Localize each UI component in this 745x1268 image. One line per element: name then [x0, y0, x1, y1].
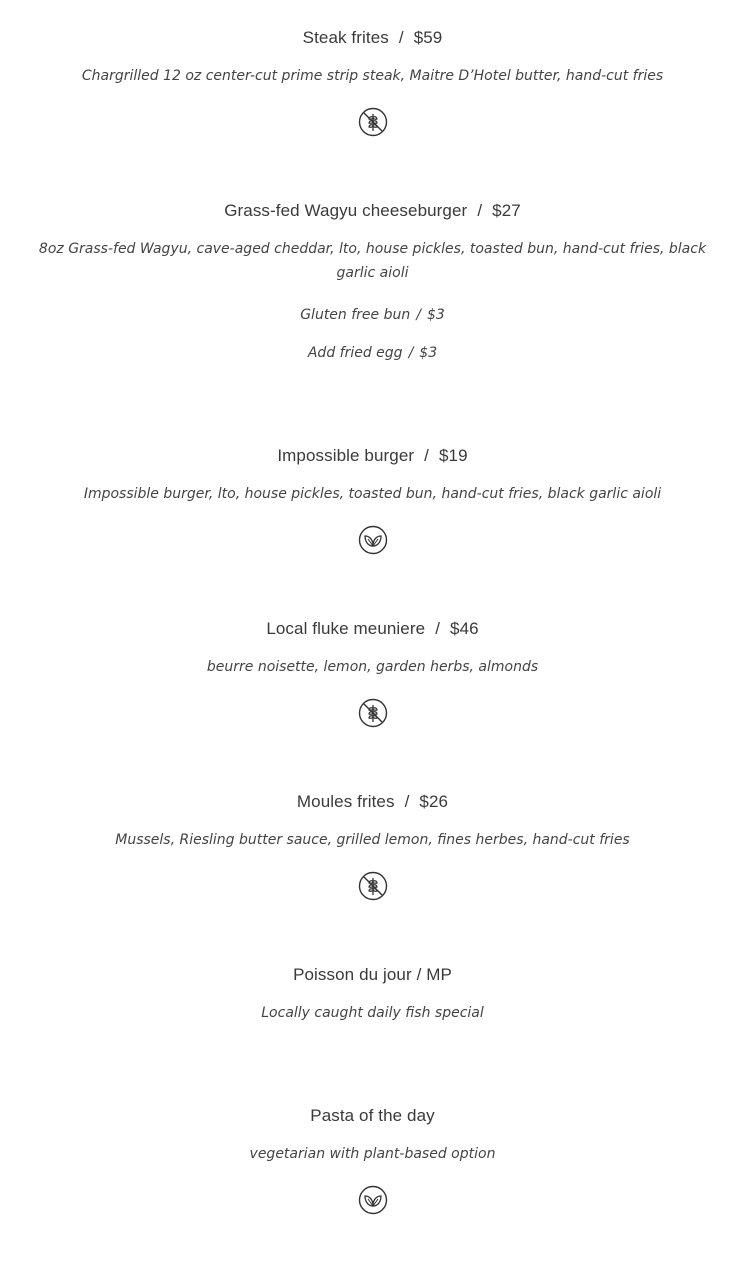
dish-description: Locally caught daily fish special	[261, 1005, 484, 1021]
vegan-icon	[358, 1185, 388, 1215]
addon-separator: /	[408, 345, 414, 361]
addon-label: Gluten free bun	[300, 307, 411, 323]
price-separator: /	[424, 446, 429, 465]
dish-title	[0, 445, 745, 467]
dish-name: Grass-fed Wagyu cheeseburger	[224, 201, 468, 220]
menu-item-poisson-du-jour	[0, 964, 745, 1025]
dish-name: Impossible burger	[277, 446, 415, 465]
dish-name: Moules frites	[296, 792, 395, 811]
dish-description: beurre noisette, lemon, garden herbs, almonds	[206, 659, 539, 675]
dish-price: $27	[492, 201, 521, 220]
gluten-free-icon	[358, 107, 388, 137]
menu-item-wagyu-cheeseburger	[0, 200, 745, 363]
dish-name: Poisson du jour / MP	[293, 965, 452, 984]
menu-item-impossible-burger	[0, 445, 745, 555]
addon-price: $3	[419, 345, 438, 361]
dish-title	[0, 791, 745, 813]
dish-name: Steak frites	[302, 28, 389, 47]
gluten-free-icon	[358, 871, 388, 901]
dish-title	[0, 200, 745, 222]
dish-description: 8oz Grass-fed Wagyu, cave-aged cheddar, lto, house pickles, toasted bun, hand-cut fries, black garlic aioli	[38, 241, 707, 281]
price-separator: /	[398, 28, 404, 47]
price-separator: /	[404, 792, 410, 811]
dish-price: $59	[413, 28, 443, 47]
dish-description: Chargrilled 12 oz center-cut prime strip steak, Maitre D’Hotel butter, hand-cut fries	[81, 68, 664, 84]
dish-description: vegetarian with plant-based option	[249, 1146, 496, 1162]
price-separator: /	[435, 619, 441, 638]
dish-name: Local fluke meuniere	[266, 619, 426, 638]
price-separator: /	[477, 201, 483, 220]
addon-label: Add fried egg	[307, 345, 403, 361]
dish-title	[0, 618, 745, 640]
menu-item-moules-frites	[0, 791, 745, 901]
addon-gluten-free-bun	[0, 305, 745, 325]
addon-fried-egg	[0, 343, 745, 363]
addon-separator: /	[416, 307, 421, 323]
menu-item-pasta-of-the-day	[0, 1105, 745, 1215]
dish-name: Pasta of the day	[310, 1106, 435, 1125]
menu-item-steak-frites	[0, 27, 745, 137]
dish-title	[0, 964, 745, 986]
dish-title	[0, 27, 745, 49]
dish-price: $26	[419, 792, 449, 811]
dish-price: $46	[450, 619, 479, 638]
dish-description: Impossible burger, lto, house pickles, toasted bun, hand-cut fries, black garlic aioli	[83, 486, 662, 502]
dish-price: $19	[438, 446, 468, 465]
gluten-free-icon	[358, 698, 388, 728]
dish-title	[0, 1105, 745, 1127]
menu-item-fluke-meuniere	[0, 618, 745, 728]
vegan-icon	[358, 525, 388, 555]
dish-description: Mussels, Riesling butter sauce, grilled lemon, fines herbes, hand-cut fries	[115, 832, 630, 848]
addon-price: $3	[426, 307, 445, 323]
